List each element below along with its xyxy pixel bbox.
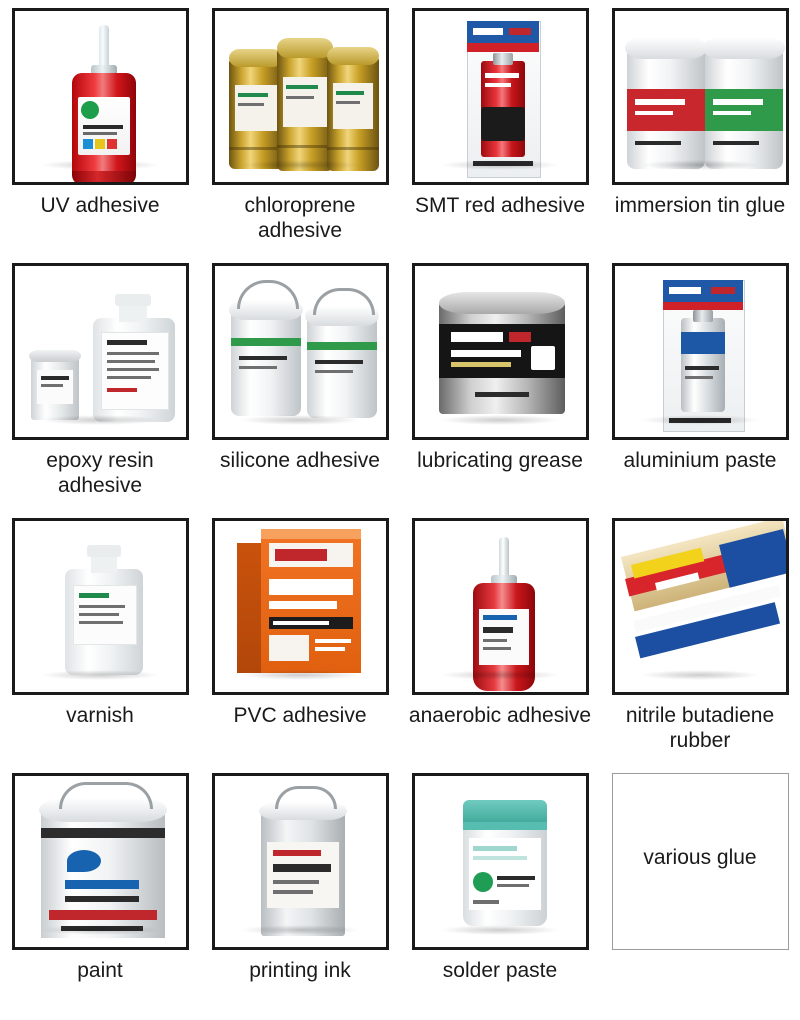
label-text-line [713, 111, 751, 115]
label-color-chip [83, 139, 93, 149]
drop-shadow [640, 670, 760, 680]
small-can-lid [29, 350, 81, 362]
product-cell-pvc-adhesive[interactable] [200, 510, 400, 765]
card-subheader-band [467, 43, 539, 52]
label-text-line [473, 856, 527, 860]
label-text-line [497, 884, 529, 887]
card-subheader-band [663, 302, 743, 310]
drop-shadow [240, 925, 360, 935]
tube-cap-icon [693, 310, 713, 322]
product-cell-various-glue[interactable] [600, 765, 800, 1020]
label-text-line [635, 99, 685, 105]
product-image-various-glue[interactable] [612, 773, 789, 950]
brand-logo-icon [81, 101, 99, 119]
pail-label-band [705, 89, 783, 131]
drum-ring [229, 147, 283, 150]
label-text-line [107, 360, 155, 363]
label-text-line [713, 141, 759, 145]
tube-label-band [681, 332, 725, 354]
drop-shadow [640, 415, 760, 425]
product-caption: solder paste [442, 959, 558, 982]
product-image-pvc-adhesive[interactable] [212, 518, 389, 695]
product-cell-uv-adhesive[interactable] [0, 0, 200, 255]
label-text-line [483, 615, 517, 620]
label-text-line [273, 890, 313, 894]
label-badge [531, 346, 555, 370]
tube-text-line [685, 366, 719, 370]
label-text-line [273, 864, 331, 872]
can-handle [275, 786, 337, 809]
pail-handle [237, 280, 299, 309]
label-text-line [273, 880, 319, 884]
label-text-line [79, 593, 109, 598]
product-caption: SMT red adhesive [414, 194, 586, 217]
label-text-line [65, 896, 139, 902]
product-caption: nitrile butadiene rubber [625, 704, 775, 752]
drop-shadow [40, 415, 160, 425]
product-cell-silicone-adhesive[interactable] [200, 255, 400, 510]
label-text-line [79, 613, 119, 616]
bottle-nozzle-icon [99, 25, 109, 69]
brand-text [509, 332, 531, 342]
product-cell-solder-paste[interactable] [400, 765, 600, 1020]
brand-text [473, 28, 503, 35]
tube-text-line [685, 376, 713, 379]
product-caption: paint [77, 959, 123, 982]
pail-icon [231, 312, 301, 416]
brand-text [509, 28, 531, 35]
tin-lid [439, 292, 565, 314]
label-text-line [79, 605, 125, 608]
product-caption: epoxy resin adhesive [46, 449, 154, 497]
brand-text [711, 287, 735, 294]
drum-ring [327, 147, 379, 150]
product-image-epoxy-resin[interactable] [12, 263, 189, 440]
label-text-line [336, 91, 364, 95]
bottle-nozzle-icon [499, 537, 509, 577]
carton-side-panel [237, 543, 263, 673]
product-image-immersion-tin-glue[interactable] [612, 8, 789, 185]
drop-shadow [240, 160, 360, 170]
label-text-line [79, 621, 123, 624]
label-text-line [483, 647, 511, 650]
various-glue-label: various glue [643, 846, 757, 869]
label-text-line [238, 93, 268, 97]
product-image-solder-paste[interactable] [412, 773, 589, 950]
product-cell-smt-red-adhesive[interactable] [400, 0, 600, 255]
label-text-line [107, 352, 159, 355]
product-image-printing-ink[interactable] [212, 773, 389, 950]
bottle-base [72, 171, 136, 185]
label-text-line [273, 621, 329, 625]
label-text-line [315, 647, 345, 651]
product-caption: silicone adhesive [220, 449, 380, 472]
drop-shadow [440, 670, 560, 680]
jerrycan-cap [115, 294, 151, 306]
carton-photo-box [269, 635, 309, 661]
pail-label-band [627, 89, 705, 131]
product-caption: anaerobic adhesive [408, 704, 592, 727]
product-image-paint[interactable] [12, 773, 189, 950]
product-cell-chloroprene[interactable] [200, 0, 400, 255]
brand-logo-icon [67, 850, 101, 872]
tube-text-line [485, 83, 511, 87]
product-cell-epoxy-resin[interactable] [0, 255, 200, 510]
jerrycan-cap [87, 545, 121, 557]
label-text-line [273, 850, 321, 856]
product-caption: aluminium paste [623, 449, 777, 472]
product-image-nitrile-butadiene[interactable] [612, 518, 789, 695]
product-image-anaerobic-adhesive[interactable] [412, 518, 589, 695]
product-caption: printing ink [249, 959, 351, 982]
product-cell-printing-ink[interactable] [200, 765, 400, 1020]
product-image-chloroprene[interactable] [212, 8, 389, 185]
product-cell-nitrile-butadiene[interactable] [600, 510, 800, 765]
product-image-uv-adhesive[interactable] [12, 8, 189, 185]
label-text-line [83, 125, 123, 129]
product-cell-paint[interactable] [0, 765, 200, 1020]
brand-text [669, 287, 701, 294]
label-text-line [239, 356, 287, 360]
product-caption: PVC adhesive [233, 704, 367, 727]
drum-ring [277, 145, 333, 148]
label-text-line [635, 111, 673, 115]
label-text-line [483, 639, 507, 642]
label-text-line [451, 362, 511, 367]
drop-shadow [640, 160, 760, 170]
pail-handle [313, 288, 375, 315]
product-cell-anaerobic-adhesive[interactable] [400, 510, 600, 765]
bucket-handle [59, 782, 153, 809]
label-text-line [315, 370, 353, 373]
product-image-aluminium-paste[interactable] [612, 263, 789, 440]
product-cell-lubricating-grease[interactable] [400, 255, 600, 510]
carton-top-panel [261, 529, 361, 539]
drop-shadow [40, 670, 160, 680]
label-text-line [239, 366, 277, 369]
tube-graphic [481, 107, 525, 141]
label-text-line [635, 141, 681, 145]
product-caption-empty [602, 958, 798, 983]
label-text-line [315, 639, 351, 643]
drum-lid [229, 49, 283, 67]
drop-shadow [440, 160, 560, 170]
product-caption: chloroprene adhesive [244, 194, 356, 242]
jar-teal-band [463, 822, 547, 830]
jar-lid [463, 800, 547, 824]
product-image-varnish[interactable] [12, 518, 189, 695]
drum-label [333, 83, 373, 129]
label-text-line [107, 376, 151, 379]
product-caption: immersion tin glue [614, 194, 786, 217]
product-name-text [269, 579, 353, 595]
product-image-lubricating-grease[interactable] [412, 263, 589, 440]
drop-shadow [240, 415, 360, 425]
product-cell-immersion-tin-glue[interactable] [600, 0, 800, 255]
label-text-line [713, 99, 763, 105]
brand-text [275, 549, 327, 561]
drop-shadow [40, 925, 160, 935]
drum-lid [327, 47, 379, 65]
product-image-silicone-adhesive[interactable] [212, 263, 389, 440]
drop-shadow [440, 925, 560, 935]
tube-text-line [485, 73, 519, 78]
label-text-line [238, 103, 264, 106]
product-cell-aluminium-paste[interactable] [600, 255, 800, 510]
label-text-line [286, 85, 318, 89]
label-text-line [475, 392, 529, 397]
pail-label-band [231, 338, 301, 346]
product-name-sub-text [269, 601, 337, 609]
label-text-line [473, 900, 499, 904]
label-text-line [286, 96, 314, 99]
label-text-line [497, 876, 535, 880]
label-text-line [451, 350, 521, 357]
product-caption: lubricating grease [417, 449, 583, 472]
label-text-line [41, 384, 63, 387]
pail-lid [703, 37, 785, 59]
product-image-smt-red-adhesive[interactable] [412, 8, 589, 185]
label-text-line [473, 846, 517, 851]
label-text-line [107, 368, 159, 371]
label-color-chip [95, 139, 105, 149]
product-caption: varnish [66, 704, 134, 727]
product-caption: UV adhesive [40, 194, 160, 217]
tube-cap-icon [493, 53, 513, 65]
brand-text [451, 332, 503, 342]
product-cell-varnish[interactable] [0, 510, 200, 765]
bucket-red-band [49, 910, 157, 920]
drum-label [235, 85, 277, 131]
pail-lid [625, 37, 707, 59]
drum-lid [277, 38, 333, 58]
label-text-line [336, 101, 360, 104]
drop-shadow [240, 670, 360, 680]
label-text-line [107, 388, 137, 392]
pail-icon [307, 318, 377, 418]
drop-shadow [440, 415, 560, 425]
label-text-line [315, 360, 363, 364]
pail-label-band [307, 342, 377, 350]
label-text-line [41, 376, 69, 380]
label-text-line [107, 340, 147, 345]
label-text-line [83, 132, 117, 135]
brand-text [65, 880, 139, 889]
bucket-dark-band [41, 828, 165, 838]
label-color-chip [107, 139, 117, 149]
label-text-line [483, 627, 513, 633]
brand-logo-icon [473, 872, 493, 892]
